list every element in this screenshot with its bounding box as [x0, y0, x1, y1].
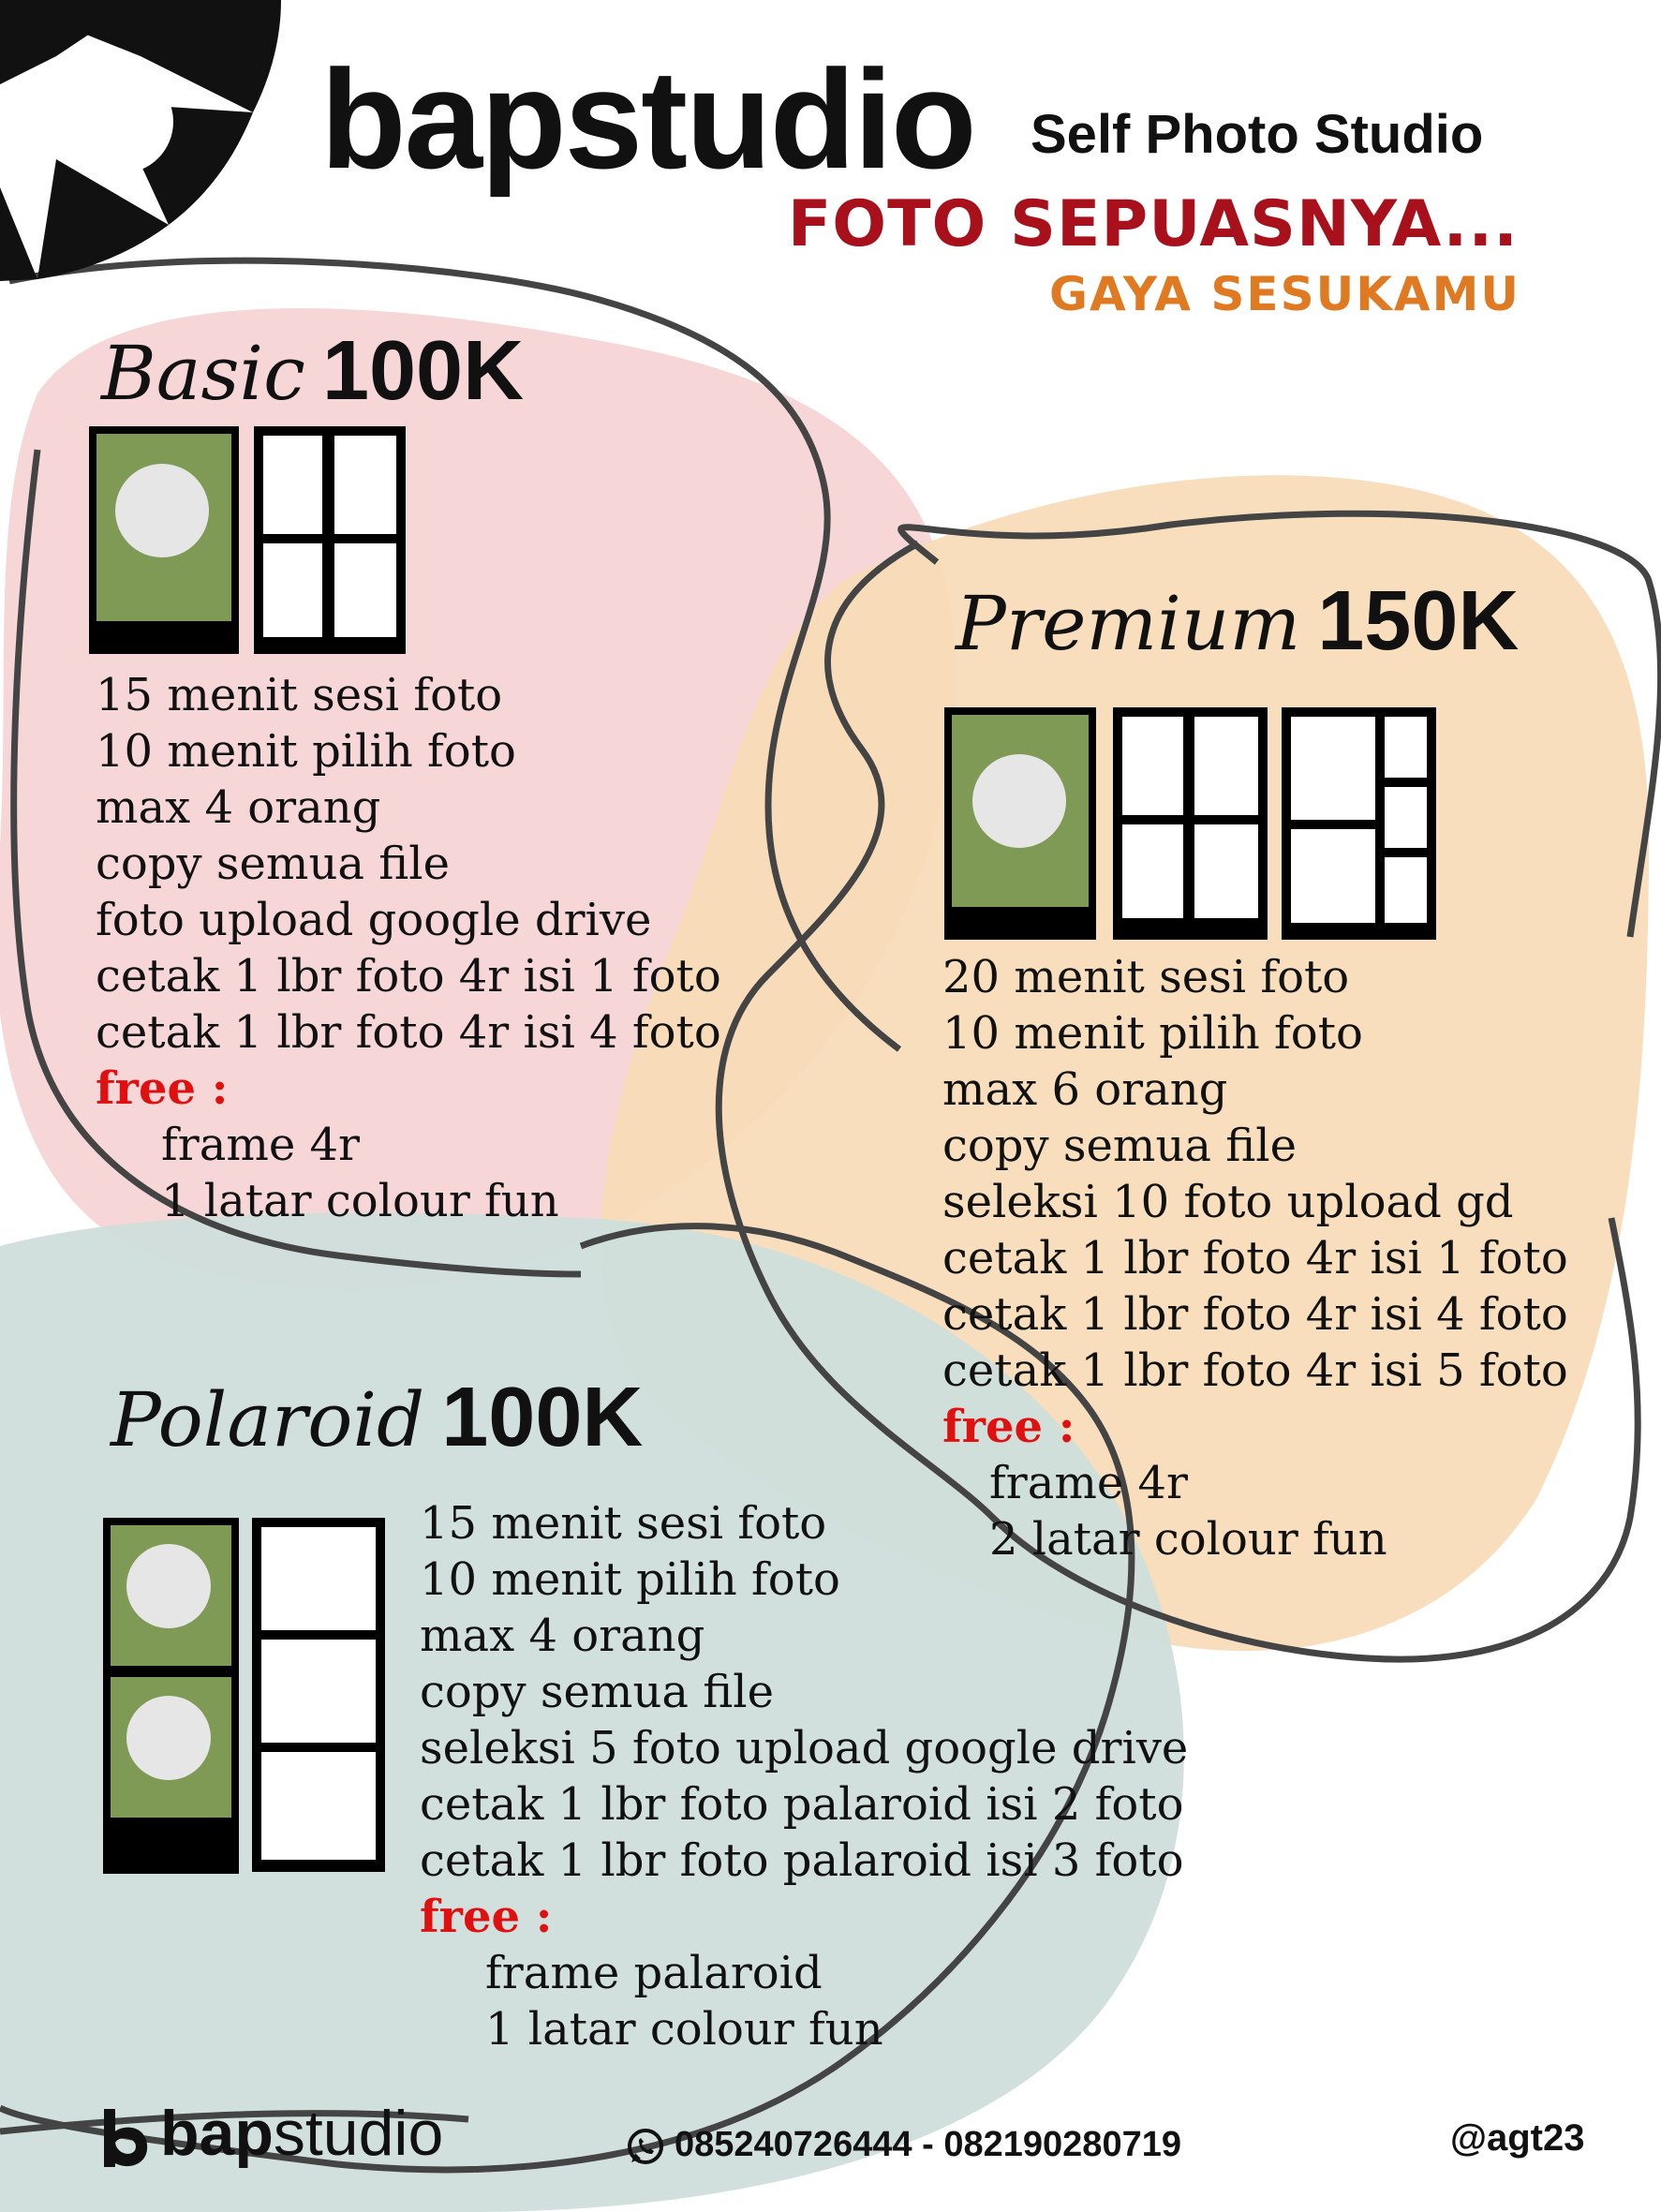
- premium-name: Premium: [956, 580, 1301, 667]
- footer-brand-bold: bap: [160, 2098, 274, 2169]
- list-item: copy semua file: [942, 1120, 1297, 1172]
- polaroid-features: [420, 1495, 1188, 2057]
- basic-name: Basic: [101, 330, 305, 417]
- tagline-secondary: GAYA SESUKAMU: [1048, 267, 1520, 321]
- basic-price: 100K: [321, 324, 525, 418]
- list-item: seleksi 5 foto upload google drive: [420, 1722, 1189, 1774]
- premium-features: [942, 949, 1568, 1567]
- whatsapp-icon: [626, 2127, 665, 2166]
- premium-frame-4-grid: [1113, 707, 1268, 940]
- polaroid-heading: [111, 1370, 643, 1466]
- list-item: cetak 1 lbr foto palaroid isi 3 foto: [420, 1834, 1184, 1887]
- list-item: copy semua file: [96, 838, 450, 890]
- list-item: cetak 1 lbr foto 4r isi 4 foto: [942, 1288, 1568, 1341]
- footer-brand: [98, 2097, 443, 2171]
- free-label: free :: [942, 1401, 1075, 1453]
- list-item: seleksi 10 foto upload gd: [942, 1176, 1514, 1228]
- brand-title: bapstudio: [320, 40, 975, 198]
- footer-logo-icon: [98, 2105, 155, 2171]
- basic-features: [96, 667, 721, 1229]
- free-item: frame 4r: [161, 1119, 360, 1171]
- list-item: 20 menit sesi foto: [942, 951, 1350, 1003]
- polaroid-name: Polaroid: [111, 1376, 425, 1463]
- list-item: max 6 orang: [942, 1063, 1228, 1116]
- free-item: frame 4r: [989, 1457, 1188, 1509]
- contact-phones: [626, 2125, 1181, 2166]
- premium-frame-5-grid: [1282, 707, 1436, 940]
- list-item: cetak 1 lbr foto 4r isi 5 foto: [942, 1344, 1568, 1397]
- free-item: 1 latar colour fun: [161, 1175, 559, 1227]
- free-item: frame palaroid: [485, 1947, 823, 1999]
- polaroid-frame-strip: [252, 1518, 385, 1872]
- brand-subtitle: Self Photo Studio: [1031, 104, 1484, 165]
- list-item: max 4 orang: [420, 1610, 705, 1662]
- phone-numbers: 085240726444 - 082190280719: [675, 2125, 1181, 2164]
- list-item: cetak 1 lbr foto 4r isi 1 foto: [942, 1232, 1568, 1284]
- basic-photo-sample: [89, 426, 239, 654]
- list-item: 10 menit pilih foto: [420, 1553, 840, 1606]
- free-label: free :: [96, 1062, 229, 1115]
- list-item: cetak 1 lbr foto palaroid isi 2 foto: [420, 1778, 1184, 1831]
- premium-heading: [956, 573, 1519, 670]
- premium-price: 150K: [1317, 574, 1520, 668]
- free-label: free :: [420, 1891, 553, 1943]
- tagline-primary: FOTO SEPUASNYA...: [787, 187, 1519, 261]
- polaroid-price: 100K: [441, 1371, 644, 1464]
- premium-photo-sample: [944, 707, 1096, 940]
- polaroid-photo-sample: [103, 1518, 239, 1874]
- list-item: 15 menit sesi foto: [96, 669, 503, 721]
- basic-frame-4-grid: [254, 426, 406, 654]
- instagram-handle: @agt23: [1450, 2117, 1585, 2159]
- list-item: cetak 1 lbr foto 4r isi 1 foto: [96, 950, 721, 1002]
- footer-brand-rest: studio: [273, 2098, 444, 2169]
- list-item: max 4 orang: [96, 781, 381, 834]
- list-item: cetak 1 lbr foto 4r isi 4 foto: [96, 1006, 721, 1059]
- list-item: foto upload google drive: [96, 894, 652, 946]
- list-item: 10 menit pilih foto: [942, 1007, 1363, 1060]
- list-item: 10 menit pilih foto: [96, 725, 516, 778]
- basic-heading: [101, 323, 524, 420]
- free-item: 1 latar colour fun: [485, 2003, 883, 2056]
- list-item: 15 menit sesi foto: [420, 1497, 827, 1550]
- camera-aperture-hole: [70, 70, 173, 173]
- list-item: copy semua file: [420, 1666, 774, 1718]
- free-item: 2 latar colour fun: [989, 1513, 1387, 1566]
